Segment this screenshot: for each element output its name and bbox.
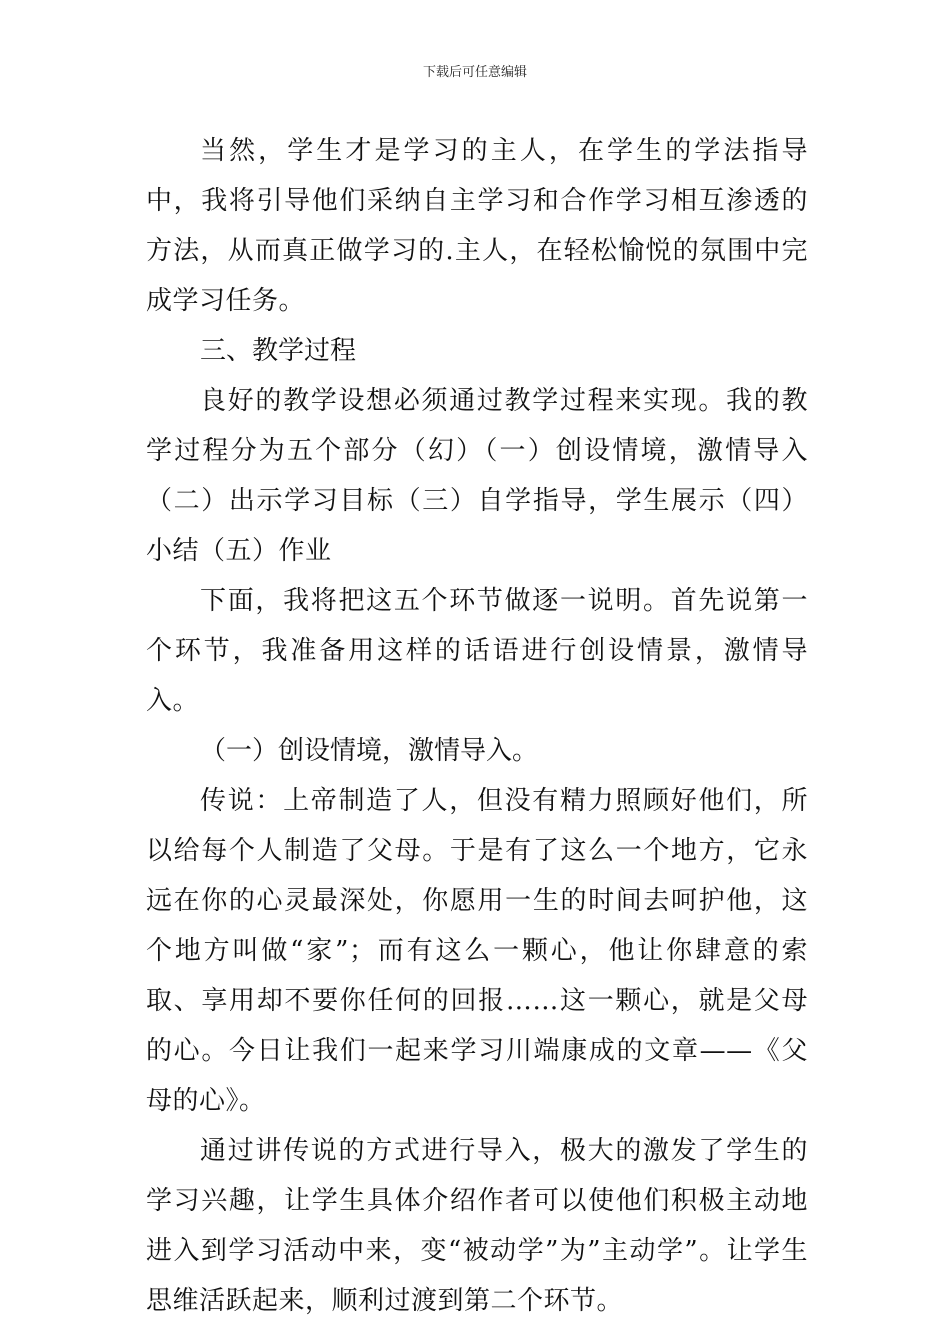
paragraph-legend: 传说：上帝制造了人，但没有精力照顾好他们，所以给每个人制造了父母。于是有了这么一个地方，它永远在你的心灵最深处，你愿用一生的时间去呵护他，这个地方叫做“家”；而有这么一颗心，他让你肆意的索取、享用却不要你任何的回报……这一颗心，就是父母的心。今日让我们一起来学习川端康成的文章——《父母的心》。 <box>146 786 808 1116</box>
page-header: 下载后可任意编辑 <box>422 65 527 80</box>
subheading-create-situation: （一）创设情境，激情导入。 <box>200 736 539 766</box>
paragraph-five-steps: 下面，我将把这五个环节做逐一说明。首先说第一个环节，我准备用这样的话语进行创设情景，激情导入。 <box>146 586 808 716</box>
paragraph-teaching-process: 良好的教学设想必须通过教学过程来实现。我的教学过程分为五个部分（幻）（一）创设情境，激情导入（二）出示学习目标（三）自学指导，学生展示（四）小结（五）作业 <box>146 386 808 566</box>
document-body <box>146 126 808 1326</box>
paragraph-student-role: 当然，学生才是学习的主人，在学生的学法指导中，我将引导他们采纳自主学习和合作学习相互渗透的方法，从而真正做学习的.主人，在轻松愉悦的氛围中完成学习任务。 <box>146 136 808 316</box>
section-heading-teaching-process: 三、教学过程 <box>200 336 357 366</box>
paragraph-introduction-effect: 通过讲传说的方式进行导入，极大的激发了学生的学习兴趣，让学生具体介绍作者可以使他们积极主动地进入到学习活动中来，变“被动学”为”主动学”。让学生思维活跃起来，顺利过渡到第二个环节。 <box>146 1136 808 1316</box>
